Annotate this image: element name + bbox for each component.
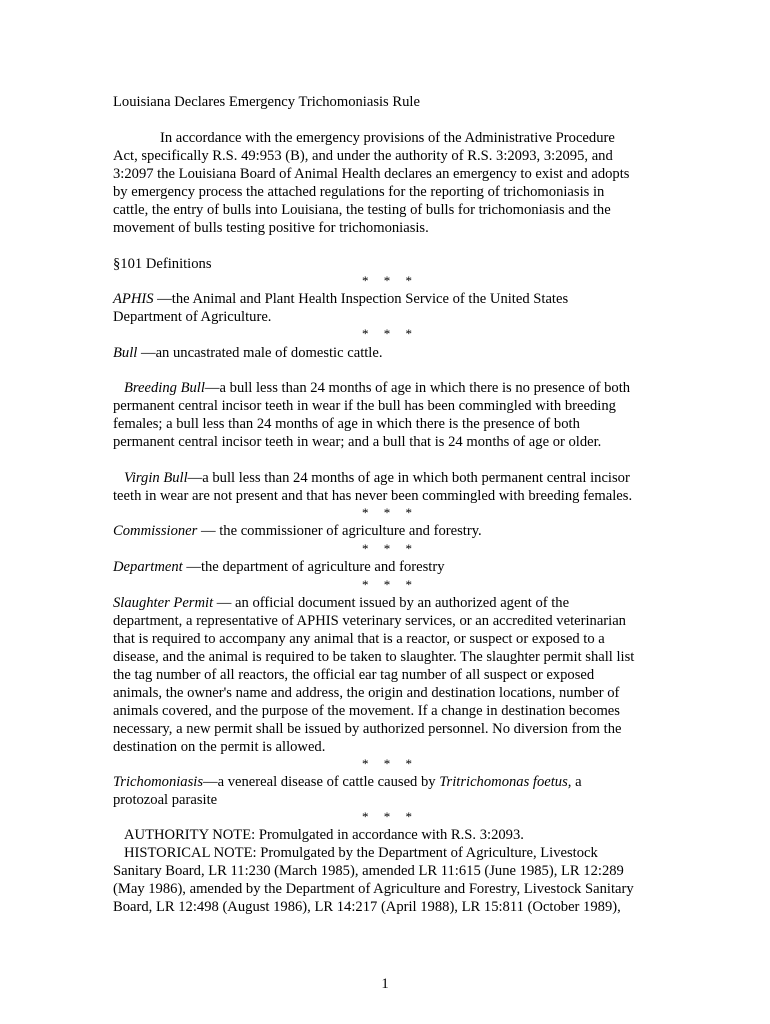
definition-line: disease, and the animal is required to be taken to slaughter. The slaughter permit shall list [113,649,635,665]
definition-commissioner [113,523,482,541]
separator: * * * [362,809,418,824]
definition-text: — the commissioner of agriculture and forestry. [197,523,482,539]
definition-line: protozoal parasite [113,792,218,808]
separator: * * * [362,273,418,288]
definition-department [113,559,445,577]
intro-line-1: In accordance with the emergency provisions of the Administrative Procedure [160,130,615,146]
term-virgin-bull: Virgin Bull [124,470,188,486]
definition-trichomoniasis [113,774,582,792]
definition-text: —an uncastrated male of domestic cattle. [137,345,383,361]
historical-note-line-4: Board, LR 12:498 (August 1986), LR 14:217 (April 1988), LR 15:811 (October 1989), [113,899,621,915]
term-trichomoniasis: Trichomoniasis [113,774,204,790]
term-commissioner: Commissioner [113,523,198,539]
definition-slaughter-permit [113,595,569,613]
separator: * * * [362,756,418,771]
separator: * * * [362,541,418,556]
definition-bull [113,345,383,363]
definition-text: —the department of agriculture and forestry [182,559,445,575]
definition-line: permanent central incisor teeth in wear; and a bull that is 24 months of age or older. [113,434,602,450]
definition-line: permanent central incisor teeth in wear if the bull has been commingled with breeding [113,398,616,414]
term-aphis: APHIS [113,291,154,307]
definition-line: teeth in wear are not present and that has never been commingled with breeding females. [113,488,633,504]
page-number: 1 [381,975,389,992]
definition-virgin-bull [124,470,630,488]
authority-note: AUTHORITY NOTE: Promulgated in accordance with R.S. 3:2093. [124,827,524,843]
intro-line-5: cattle, the entry of bulls into Louisiana, the testing of bulls for trichomoniasis and the [113,202,611,218]
organism-name: Tritrichomonas foetus, [439,774,572,790]
definition-line: females; a bull less than 24 months of age in which there is the presence of both [113,416,580,432]
document-title: Louisiana Declares Emergency Trichomoniasis Rule [113,94,420,110]
definition-line: that is required to accompany any animal that is a reactor, or suspect or exposed to a [113,631,605,647]
term-breeding-bull: Breeding Bull [124,380,205,396]
section-heading: §101 Definitions [113,256,212,272]
intro-line-3: 3:2097 the Louisiana Board of Animal Health declares an emergency to exist and adopts [113,166,630,182]
term-bull: Bull [113,345,138,361]
historical-note-line-1: HISTORICAL NOTE: Promulgated by the Department of Agriculture, Livestock [124,845,598,861]
definition-text: —the Animal and Plant Health Inspection Service of the United States [153,291,569,307]
separator: * * * [362,577,418,592]
historical-note-line-2: Sanitary Board, LR 11:230 (March 1985), amended LR 11:615 (June 1985), LR 12:289 [113,863,624,879]
definition-text: —a venereal disease of cattle caused by [203,774,440,790]
intro-line-4: by emergency process the attached regulations for the reporting of trichomoniasis in [113,184,605,200]
definition-line: department, a representative of APHIS veterinary services, or an accredited veterinarian [113,613,626,629]
separator: * * * [362,505,418,520]
definition-line: necessary, a new permit shall be issued by authorized personnel. No diversion from the [113,721,622,737]
term-department: Department [113,559,183,575]
definition-line: destination on the permit is allowed. [113,739,326,755]
separator: * * * [362,326,418,341]
definition-aphis-cont: Department of Agriculture. [113,309,272,325]
term-slaughter-permit: Slaughter Permit [113,595,214,611]
intro-line-6: movement of bulls testing positive for trichomoniasis. [113,220,429,236]
definition-text: —a bull less than 24 months of age in which both permanent central incisor [187,470,630,486]
historical-note-line-3: (May 1986), amended by the Department of Agriculture and Forestry, Livestock Sanitary [113,881,634,897]
definition-line: the tag number of all reactors, the official ear tag number of all suspect or exposed [113,667,595,683]
definition-text: — an official document issued by an authorized agent of the [213,595,570,611]
definition-text: a [571,774,582,790]
definition-breeding-bull [124,380,630,398]
definition-line: animals, the owner's name and address, the origin and destination locations, number of [113,685,620,701]
definition-text: —a bull less than 24 months of age in which there is no presence of both [204,380,631,396]
definition-aphis [113,291,568,309]
definition-line: animals covered, and the purpose of the movement. If a change in destination becomes [113,703,620,719]
intro-line-2: Act, specifically R.S. 49:953 (B), and under the authority of R.S. 3:2093, 3:2095, and [113,148,613,164]
